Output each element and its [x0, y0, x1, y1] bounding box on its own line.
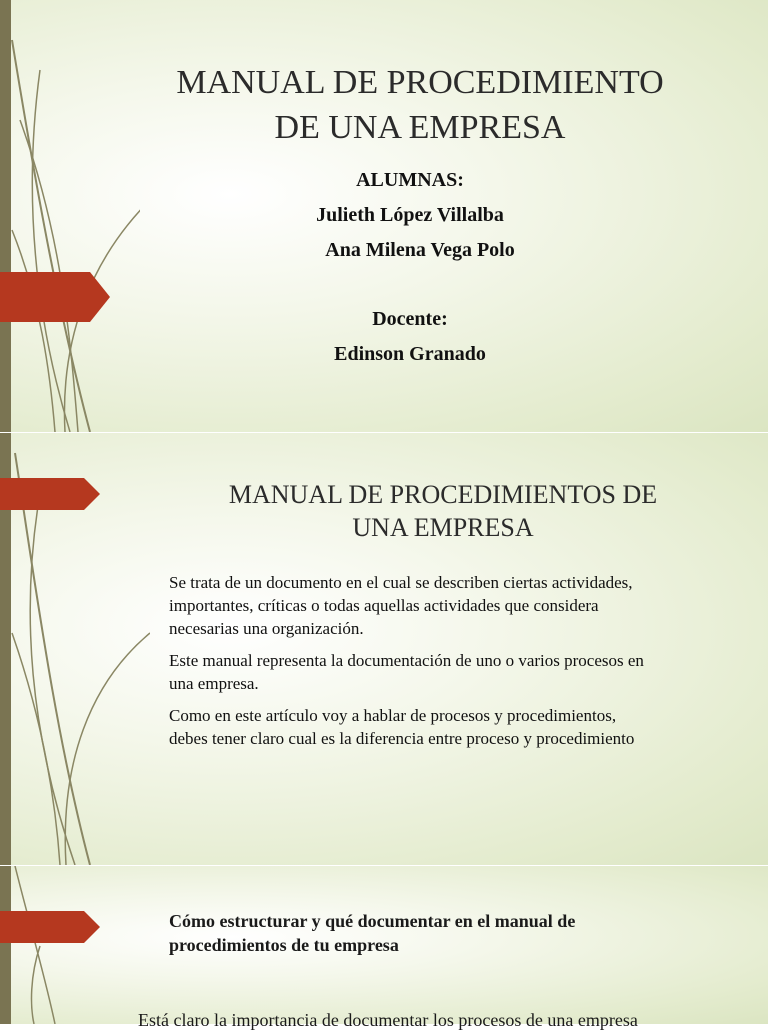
- slide2-title-line1: MANUAL DE PROCEDIMIENTOS DE: [228, 480, 658, 509]
- paragraph-3-line: Como en este artículo voy a hablar de procesos y procedimientos,: [169, 706, 617, 725]
- student-name-1: Julieth López Villalba: [316, 204, 504, 226]
- paragraph-3-line: debes tener claro cual es la diferencia entre proceso y procedimiento: [169, 729, 635, 748]
- slide2-title: [160, 478, 726, 544]
- paragraph-1: [169, 571, 729, 640]
- slide1-title-line1: MANUAL DE PROCEDIMIENTO: [176, 64, 664, 101]
- students-label: ALUMNAS:: [356, 169, 464, 191]
- slide3-heading-line1: Cómo estructurar y qué documentar en el manual de: [169, 911, 576, 931]
- decorative-swoosh-lines: [0, 866, 120, 1024]
- paragraph-2-line: una empresa.: [169, 674, 259, 693]
- paragraph-2-line: Este manual representa la documentación de uno o varios procesos en: [169, 651, 644, 670]
- teacher-label: Docente:: [372, 308, 448, 330]
- slide3-heading-line2: procedimientos de tu empresa: [169, 935, 399, 955]
- paragraph-2: [169, 649, 729, 695]
- slide1-title-line2: DE UNA EMPRESA: [274, 109, 566, 146]
- accent-arrow-tab: [0, 911, 100, 943]
- paragraph-3: [169, 704, 729, 750]
- teacher-name: Edinson Granado: [334, 343, 486, 365]
- paragraph-1-line: importantes, críticas o todas aquellas actividades que considera: [169, 596, 599, 615]
- student-name-2: Ana Milena Vega Polo: [325, 239, 515, 261]
- accent-arrow-tab: [0, 478, 100, 510]
- accent-arrow-tab: [0, 272, 110, 322]
- slide2-title-line2: UNA EMPRESA: [352, 513, 534, 542]
- paragraph-1-line: necesarias una organización.: [169, 619, 364, 638]
- slide3-body-partial: Está claro la importancia de documentar los procesos de una empresa: [138, 1010, 638, 1030]
- decorative-swoosh-lines: [0, 0, 140, 432]
- slide3-heading: [169, 909, 729, 957]
- paragraph-1-line: Se trata de un documento en el cual se describen ciertas actividades,: [169, 573, 633, 592]
- slide1-title: [120, 60, 720, 150]
